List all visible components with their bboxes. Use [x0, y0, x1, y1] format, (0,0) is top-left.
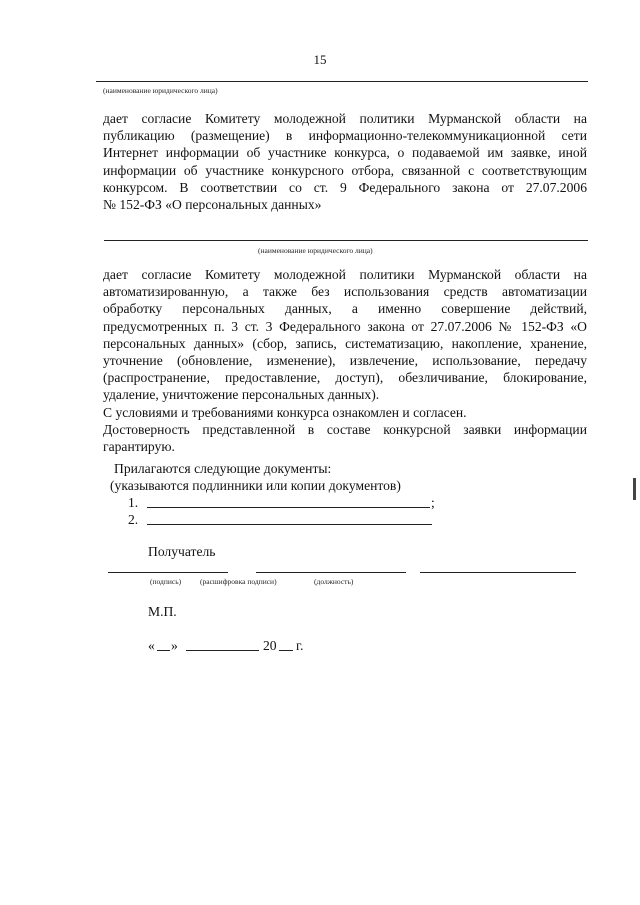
page-number: 15 [313, 52, 327, 67]
paragraph-line: Интернет информации об участнике конкурса, о подаваемой им заявке, иной [103, 145, 587, 161]
agreement-statement: С условиями и требованиями конкурса ознакомлен и согласен. [103, 404, 467, 420]
paragraph-line: № 152-ФЗ «О персональных данных» [103, 197, 322, 213]
attachments-note: (указываются подлинники или копии документов) [110, 478, 401, 493]
position-field[interactable] [420, 572, 576, 573]
attachment-item-1-number: 1. [128, 495, 139, 510]
date-close-quote: » [171, 638, 178, 653]
scan-edge-mark [633, 478, 636, 500]
paragraph-line: дает согласие Комитету молодежной политики Мурманской области на [103, 111, 587, 126]
consent-processing-paragraph [103, 266, 587, 455]
attachment-item-1-semicolon: ; [431, 495, 435, 510]
attachment-item-2-field[interactable] [147, 524, 432, 525]
paragraph-line: удаление, уничтожение персональных данных). [103, 387, 380, 403]
attachment-item-2-number: 2. [128, 512, 139, 527]
date-year-prefix: 20 [263, 638, 277, 653]
date-day-field[interactable] [157, 650, 170, 651]
signature-decode-field[interactable] [256, 572, 406, 573]
recipient-label: Получатель [148, 544, 216, 559]
date-year-field[interactable] [279, 650, 293, 651]
stamp-mark: М.П. [148, 604, 177, 619]
legal-entity-name-line-2 [104, 240, 588, 241]
paragraph-line: информации об участнике конкурсного отбора, связанной с соответствующим [103, 162, 587, 178]
paragraph-line: конкурсом. В соответствии со ст. 9 Федерального закона от 27.07.2006 [103, 179, 587, 195]
signature-decode-caption: (расшифровка подписи) [200, 577, 277, 586]
legal-entity-caption-1: (наименование юридического лица) [103, 86, 218, 95]
signature-field[interactable] [108, 572, 228, 573]
date-month-field[interactable] [186, 650, 259, 651]
paragraph-line: предусмотренных п. 3 ст. 3 Федерального закона от 27.07.2006 № 152-ФЗ «О [103, 318, 587, 334]
paragraph-line: персональных данных» (сбор, запись, систематизацию, накопление, хранение, [103, 335, 587, 351]
paragraph-line: публикацию (размещение) в информационно-телекоммуникационной сети [103, 128, 587, 144]
legal-entity-name-line-1 [96, 81, 588, 82]
paragraph-line: дает согласие Комитету молодежной политики Мурманской области на [103, 267, 587, 282]
date-open-quote: « [148, 638, 155, 653]
attachment-item-1-field[interactable] [147, 507, 430, 508]
consent-publication-paragraph [103, 110, 587, 213]
paragraph-line: уточнение (обновление, изменение), извлечение, использование, передачу [103, 353, 587, 369]
paragraph-line: автоматизированную, а также без использования средств автоматизации [103, 284, 587, 300]
guarantee-line: гарантирую. [103, 439, 175, 455]
signature-caption: (подпись) [150, 577, 182, 586]
guarantee-line: Достоверность представленной в составе конкурсной заявки информации [103, 421, 587, 437]
attachments-title: Прилагаются следующие документы: [114, 461, 332, 476]
paragraph-line: обработку персональных данных, а именно совершение действий, [103, 301, 587, 317]
position-caption: (должность) [314, 577, 354, 586]
paragraph-line: (распространение, предоставление, доступ), обезличивание, блокирование, [103, 370, 587, 386]
legal-entity-caption-2: (наименование юридического лица) [258, 246, 373, 255]
date-year-suffix: г. [296, 638, 304, 653]
